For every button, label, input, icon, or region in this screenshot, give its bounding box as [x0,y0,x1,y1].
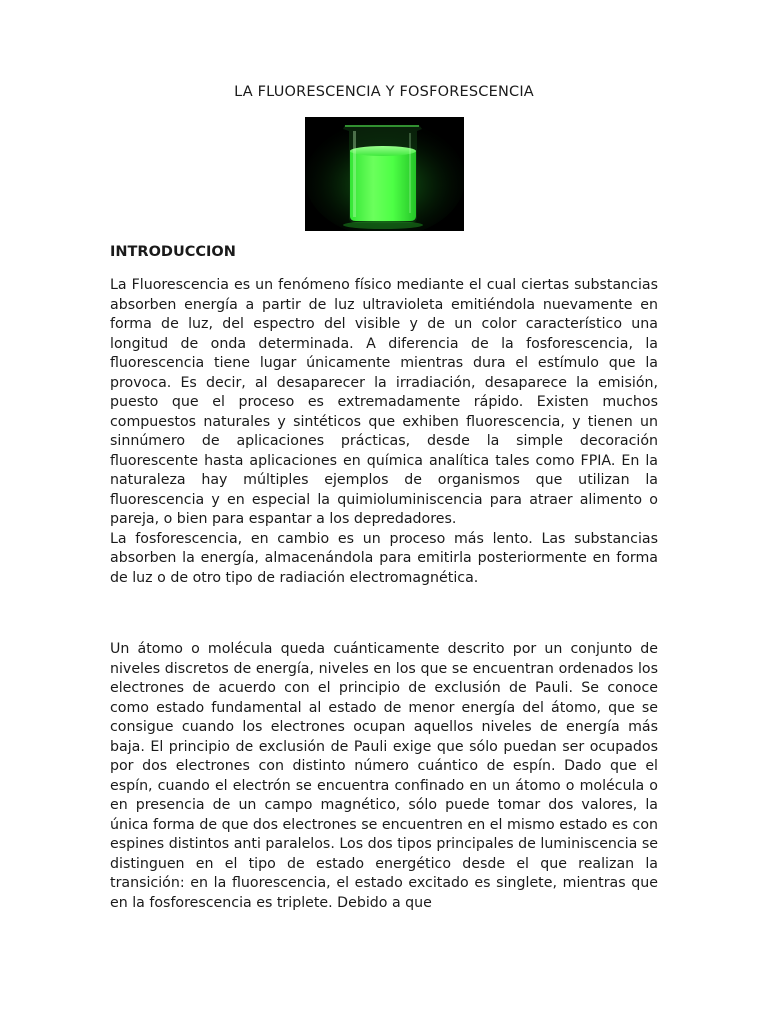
paragraph-fluorescence-text: La Fluorescencia es un fenómeno físico mediante el cual ciertas substancias absorben energía a partir de luz ultravioleta emitiéndola nuevamente en forma de luz, del espectro del visible y de un color característico una longitud de onda determinada. A diferencia de la fosforescencia, la fluorescencia tiene lugar únicamente mientras dura el estímulo que la provoca. Es decir, al desaparecer la irradiación, desaparece la emisión, puesto que el proceso es extremadamente rápido. Existen muchos compuestos naturales y sintéticos que exhiben fluorescencia, y tienen un sinnúmero de aplicaciones prácticas, desde la simple decoración fluorescente hasta aplicaciones en química analítica tales como FPIA. En la naturaleza hay múltiples ejemplos de organismos que utilizan la fluorescencia y en especial la quimioluminiscencia para atraer alimento o pareja, o bien para espantar a los depredadores. [110,277,658,527]
paragraph-phosphorescence-text: La fosforescencia, en cambio es un proceso más lento. Las substancias absorben la energía, almacenándola para emitirla posteriormente en forma de luz o de otro tipo de radiación electromagnética. [110,530,658,586]
fluorescent-beaker-image [305,117,464,231]
paragraph-quantum-description: Un átomo o molécula queda cuánticamente descrito por un conjunto de niveles discretos de energía, niveles en los que se encuentran ordenados los electrones de acuerdo con el principio de exclusión de Pauli. Se conoce como estado fundamental al estado de menor energía del átomo, que se consigue cuando los electrones ocupan aquellos niveles de energía más baja. El principio de exclusión de Pauli exige que sólo puedan ser ocupados por dos electrones con distinto número cuántico de espín. Dado que el espín, cuando el electrón se encuentra confinado en un átomo o molécula o en presencia de un campo magnético, sólo puede tomar dos valores, la única forma de que dos electrones se encuentren en el mismo estado es con espines distintos anti paralelos. Los dos tipos principales de luminiscencia se distinguen en el tipo de estado energético desde el que realizan la transición: en la fluorescencia, el estado excitado es singlete, mientras que en la fosforescencia es triplete. Debido a que [110,641,658,911]
section-heading-introduccion: INTRODUCCION [110,244,236,260]
document-title: LA FLUORESCENCIA Y FOSFORESCENCIA [234,84,534,100]
paragraph-introduction [110,276,658,588]
beaker-illustration [305,117,464,231]
